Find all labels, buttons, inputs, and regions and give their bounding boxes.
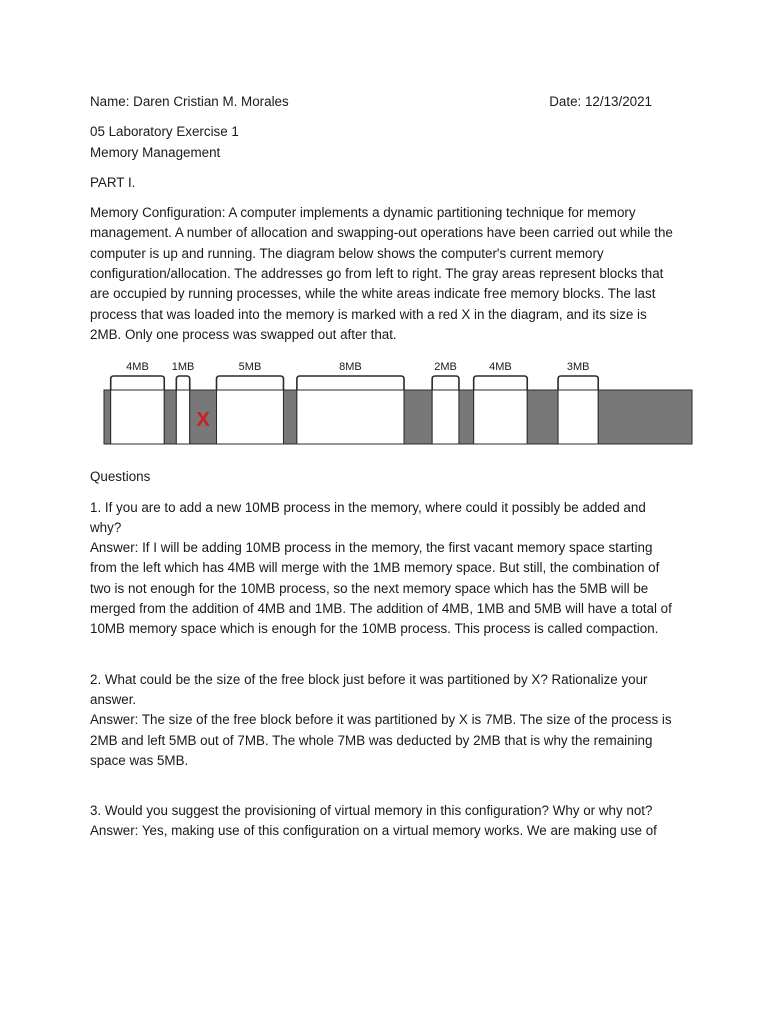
last-process-marker: X xyxy=(196,409,210,432)
document-content xyxy=(90,92,680,842)
size-label-3: 1MB xyxy=(171,361,195,374)
size-label-7: 8MB xyxy=(339,361,362,374)
size-label-11: 4MB xyxy=(489,361,512,374)
free-block-7 xyxy=(297,390,404,444)
size-label-5: 5MB xyxy=(238,361,262,374)
free-block-1 xyxy=(111,390,165,444)
size-bracket-3 xyxy=(176,376,189,390)
size-label-13: 3MB xyxy=(566,361,590,374)
free-block-3 xyxy=(176,390,189,444)
student-name: Name: Daren Cristian M. Morales xyxy=(90,94,289,109)
size-bracket-7 xyxy=(297,376,404,390)
memory-diagram-svg xyxy=(90,349,680,467)
intro-paragraph: Memory Configuration: A computer implements a dynamic partitioning technique for memory management. A number of allocation and swapping-out operations have been carried out while the computer is up and running. The diagram below shows the computer's current memory configuration/allocation. The addresses go from left to right. The gray areas represent blocks that are occupied by running processes, while the white areas indicate free memory blocks. The last process that was loaded into the memory is marked with a red X in the diagram, and its size is 2MB. Only one process was swapped out after that. xyxy=(90,205,673,342)
size-bracket-1 xyxy=(111,376,165,390)
exercise-subtitle: Memory Management xyxy=(90,144,221,160)
size-label-9: 2MB xyxy=(434,361,457,374)
question-2: 2. What could be the size of the free block just before it was partitioned by X? Rationalize your answer. xyxy=(90,671,648,707)
header-row xyxy=(90,92,652,112)
submission-date: Date: 12/13/2021 xyxy=(549,94,652,109)
answer-2: Answer: The size of the free block before it was partitioned by X is 7MB. The size of the process is 2MB and left 5MB out of 7MB. The whole 7MB was deducted by 2MB that is why the remaining space was 5MB. xyxy=(90,712,672,768)
occupied-block-8 xyxy=(404,390,432,444)
free-block-11 xyxy=(474,390,528,444)
question-1: 1. If you are to add a new 10MB process in the memory, where could it possibly be added and why? xyxy=(90,499,646,535)
occupied-block-14 xyxy=(598,390,692,444)
size-bracket-11 xyxy=(474,376,528,390)
question-3: 3. Would you suggest the provisioning of virtual memory in this configuration? Why or why not? xyxy=(90,803,653,819)
occupied-block-0 xyxy=(104,390,111,444)
answer-3: Answer: Yes, making use of this configuration on a virtual memory works. We are making use of xyxy=(90,823,657,839)
size-bracket-5 xyxy=(217,376,284,390)
size-bracket-9 xyxy=(432,376,459,390)
size-label-1: 4MB xyxy=(126,361,149,374)
free-block-13 xyxy=(558,390,598,444)
occupied-block-12 xyxy=(527,390,558,444)
occupied-block-2 xyxy=(164,390,176,444)
occupied-block-10 xyxy=(459,390,474,444)
size-bracket-13 xyxy=(558,376,598,390)
memory-diagram xyxy=(90,349,680,467)
part-heading: PART I. xyxy=(90,174,136,190)
questions-heading: Questions xyxy=(90,469,151,485)
exercise-title: 05 Laboratory Exercise 1 xyxy=(90,124,239,140)
free-block-5 xyxy=(217,390,284,444)
occupied-block-6 xyxy=(283,390,296,444)
free-block-9 xyxy=(432,390,459,444)
answer-1: Answer: If I will be adding 10MB process in the memory, the first vacant memory space starting from the left which has 4MB will merge with the 1MB memory space. But still, the combination of two is not enough for the 10MB process, so the next memory space which has the 5MB will be merged from the addition of 4MB and 1MB. The addition of 4MB, 1MB and 5MB will have a total of 10MB memory space which is enough for the 10MB process. This process is called compaction. xyxy=(90,540,672,637)
